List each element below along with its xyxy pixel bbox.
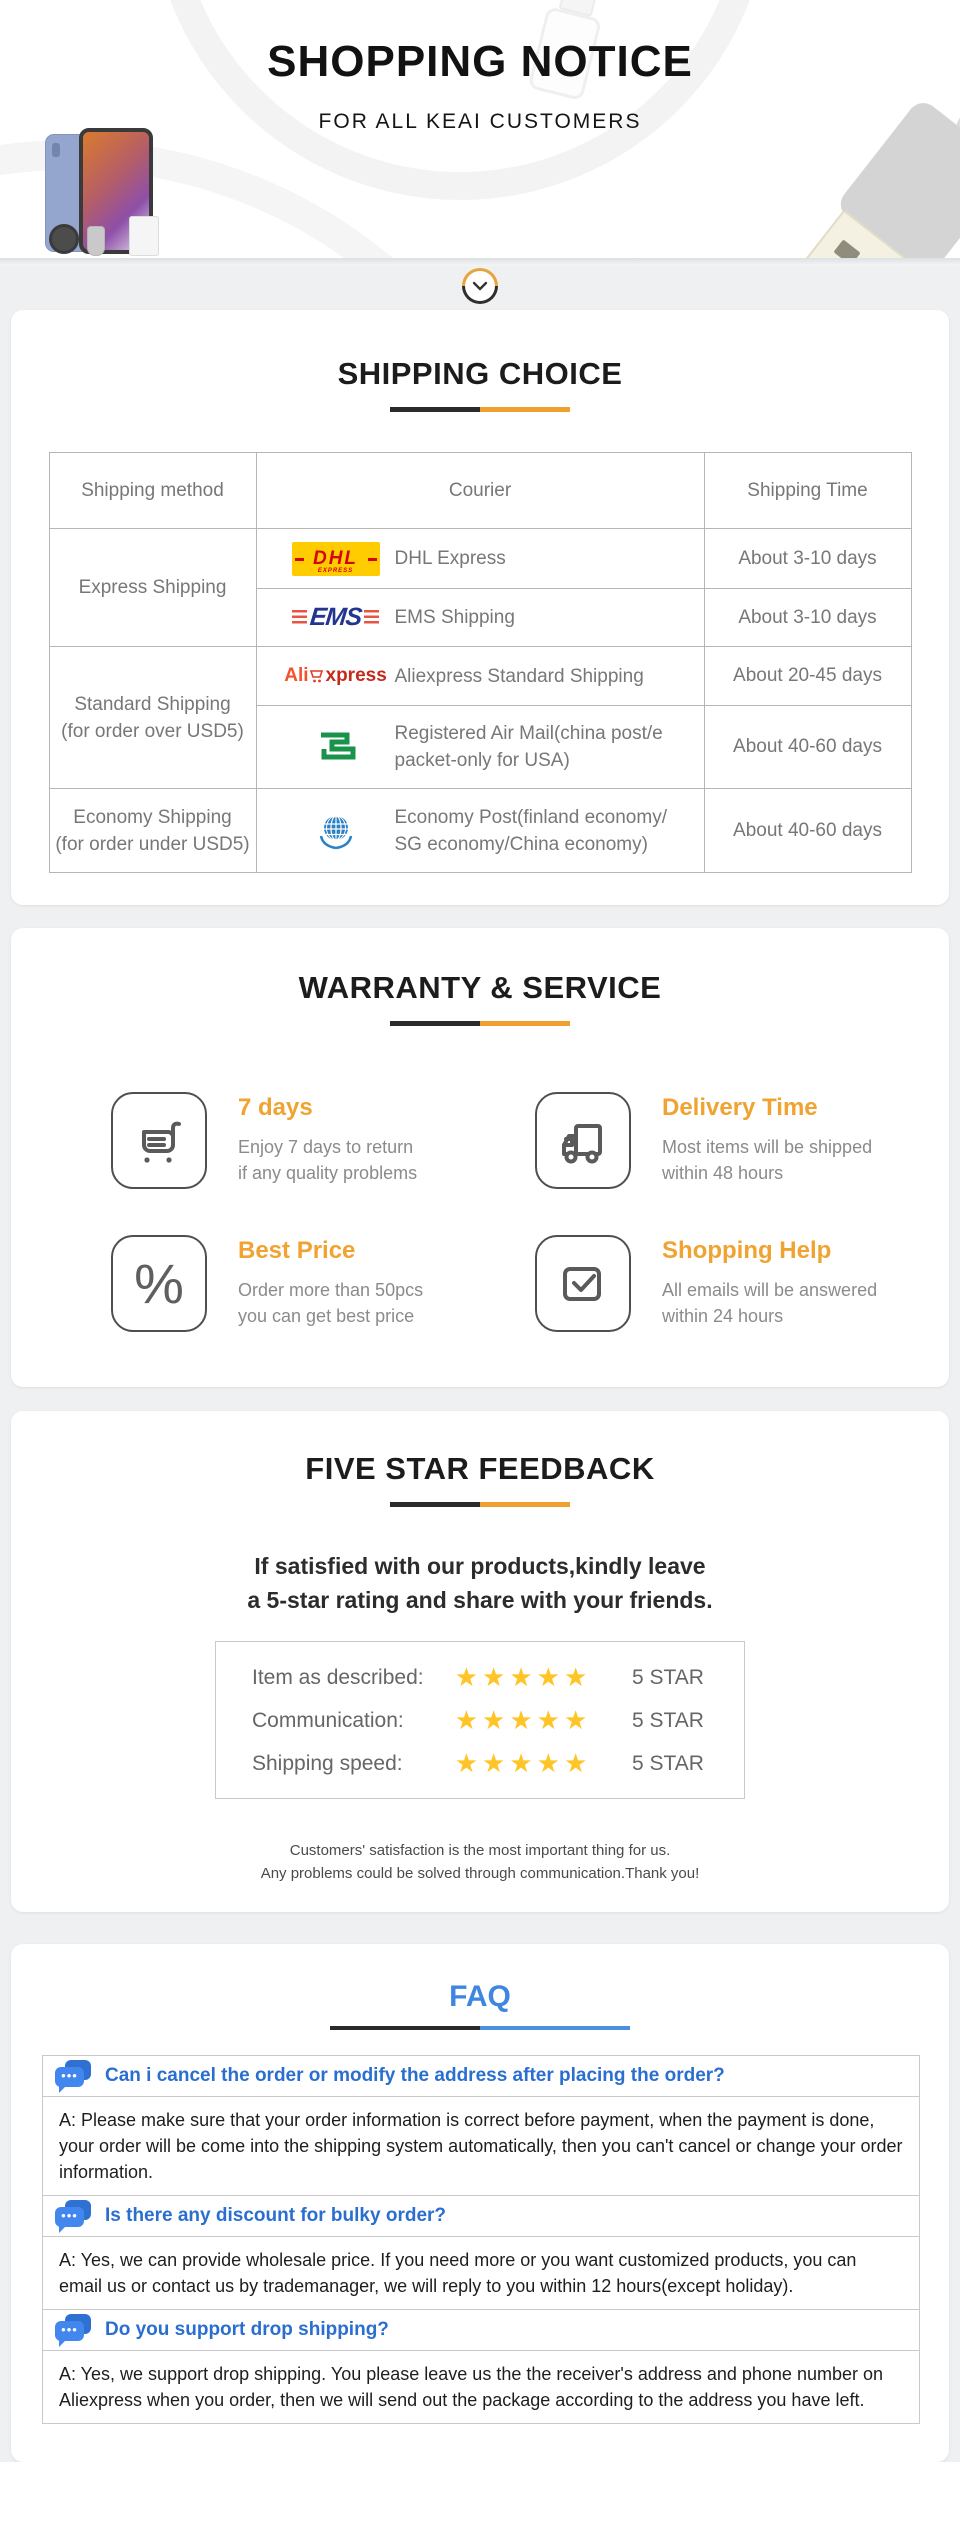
- ems-logo: EMS: [292, 603, 379, 632]
- faq-list: [42, 2055, 920, 2424]
- car-mount-image: [49, 224, 79, 254]
- title-divider: [390, 1502, 570, 1507]
- chevron-down-icon: [472, 281, 488, 291]
- faq-card: [11, 1944, 949, 2462]
- product-photo-collage: [45, 128, 161, 256]
- five-stars-icon: ★★★★★: [454, 1705, 592, 1735]
- content-area: [0, 266, 960, 2462]
- car-charger-image: [87, 226, 105, 256]
- percent-icon: %: [111, 1235, 207, 1332]
- courier-name: Economy Post(finland economy/ SG economy/China economy): [394, 806, 667, 855]
- china-post-logo: [313, 727, 359, 767]
- shipping-time: About 20-45 days: [704, 647, 911, 706]
- shipping-choice-card: [11, 310, 949, 905]
- table-row: [49, 647, 911, 706]
- courier-name: Aliexpress Standard Shipping: [394, 665, 644, 687]
- scroll-down-button[interactable]: [462, 268, 498, 304]
- chat-bubble-icon: •••: [55, 2314, 93, 2347]
- warranty-item-7days: 7 days Enjoy 7 days to return if any quality problems: [111, 1092, 535, 1189]
- dhl-logo: DHL EXPRESS: [292, 542, 380, 576]
- faq-answer: A: Please make sure that your order information is correct before payment, when the payment is done, your order will be come into the shipping system automatically, then you can't cancel or change your order information.: [42, 2096, 920, 2196]
- faq-answer: A: Yes, we support drop shipping. You please leave us the the receiver's address and phone number on Aliexpress when you order, then we will send out the package according to the address you have left.: [42, 2350, 920, 2424]
- warranty-item-title: Shopping Help: [662, 1237, 832, 1264]
- method-standard: Standard Shipping (for order over USD5): [49, 647, 256, 789]
- column-header-time: Shipping Time: [704, 453, 911, 529]
- courier-name: Registered Air Mail(china post/e packet-only for USA): [394, 723, 663, 771]
- title-divider: [390, 1021, 570, 1026]
- bottom-whitespace: [0, 2462, 960, 2528]
- warranty-item-delivery: Delivery Time Most items will be shipped within 48 hours: [535, 1092, 872, 1189]
- five-star-feedback-card: [11, 1411, 949, 1912]
- title-divider: [390, 407, 570, 412]
- warranty-item-title: Best Price: [238, 1237, 356, 1264]
- courier-name: EMS Shipping: [394, 607, 515, 628]
- warranty-item-help: Shopping Help All emails will be answered within 24 hours: [535, 1235, 877, 1332]
- feedback-note: Customers' satisfaction is the most important thing for us. Any problems could be solved through communication.Thank you!: [260, 1842, 700, 1882]
- rating-box: [215, 1641, 745, 1799]
- page-title: SHOPPING NOTICE: [267, 37, 693, 86]
- chat-bubble-icon: •••: [55, 2200, 93, 2233]
- chat-bubble-icon: •••: [55, 2060, 93, 2093]
- rating-row: Communication: ★★★★★ 5 STAR: [252, 1705, 704, 1735]
- table-row: [49, 529, 911, 589]
- hero-banner: [0, 0, 960, 258]
- shipping-table: [49, 452, 912, 873]
- warranty-item-title: Delivery Time: [662, 1094, 818, 1121]
- hero-bottom-divider: [0, 258, 960, 266]
- box-image: [129, 216, 159, 256]
- shipping-time: About 40-60 days: [704, 706, 911, 789]
- shipping-section-title: SHIPPING CHOICE: [337, 356, 623, 391]
- cart-icon: [111, 1092, 207, 1189]
- faq-section-title: FAQ: [449, 1980, 511, 2013]
- warranty-item-price: % Best Price Order more than 50pcs you can get best price: [111, 1235, 535, 1332]
- truck-icon: [535, 1092, 631, 1189]
- column-header-method: Shipping method: [49, 453, 256, 529]
- faq-answer: A: Yes, we can provide wholesale price. If you need more or you want customized products, you can email us or contact us by trademanager, we will reply to you within 12 hours(except holiday).: [42, 2236, 920, 2310]
- shipping-time: About 3-10 days: [704, 529, 911, 589]
- five-stars-icon: ★★★★★: [454, 1748, 592, 1778]
- aliexpress-logo: Ali xpress: [284, 665, 387, 686]
- rating-row: Shipping speed: ★★★★★ 5 STAR: [252, 1748, 704, 1778]
- feedback-section-title: FIVE STAR FEEDBACK: [305, 1451, 655, 1486]
- method-express: Express Shipping: [49, 529, 256, 647]
- column-header-courier: Courier: [256, 453, 704, 529]
- table-row: [49, 789, 911, 873]
- warranty-grid: [11, 1092, 949, 1332]
- faq-question: ••• Is there any discount for bulky order?: [42, 2195, 920, 2237]
- courier-name: DHL Express: [394, 548, 506, 569]
- faq-question: ••• Do you support drop shipping?: [42, 2309, 920, 2351]
- method-economy: Economy Shipping (for order under USD5): [49, 789, 256, 873]
- economy-post-globe-logo: [313, 808, 359, 854]
- cart-glyph-icon: [309, 668, 326, 684]
- page-subtitle: FOR ALL KEAI CUSTOMERS: [318, 110, 642, 133]
- five-stars-icon: ★★★★★: [454, 1662, 592, 1692]
- warranty-service-card: [11, 928, 949, 1387]
- rating-row: Item as described: ★★★★★ 5 STAR: [252, 1662, 704, 1692]
- shipping-time: About 40-60 days: [704, 789, 911, 873]
- warranty-section-title: WARRANTY & SERVICE: [298, 970, 662, 1005]
- shipping-time: About 3-10 days: [704, 589, 911, 647]
- title-divider: [330, 2026, 630, 2030]
- faq-question: ••• Can i cancel the order or modify the address after placing the order?: [42, 2055, 920, 2097]
- warranty-item-title: 7 days: [238, 1094, 313, 1121]
- feedback-intro: If satisfied with our products,kindly leave a 5-star rating and share with your friends.: [247, 1553, 713, 1613]
- mail-icon: [535, 1235, 631, 1332]
